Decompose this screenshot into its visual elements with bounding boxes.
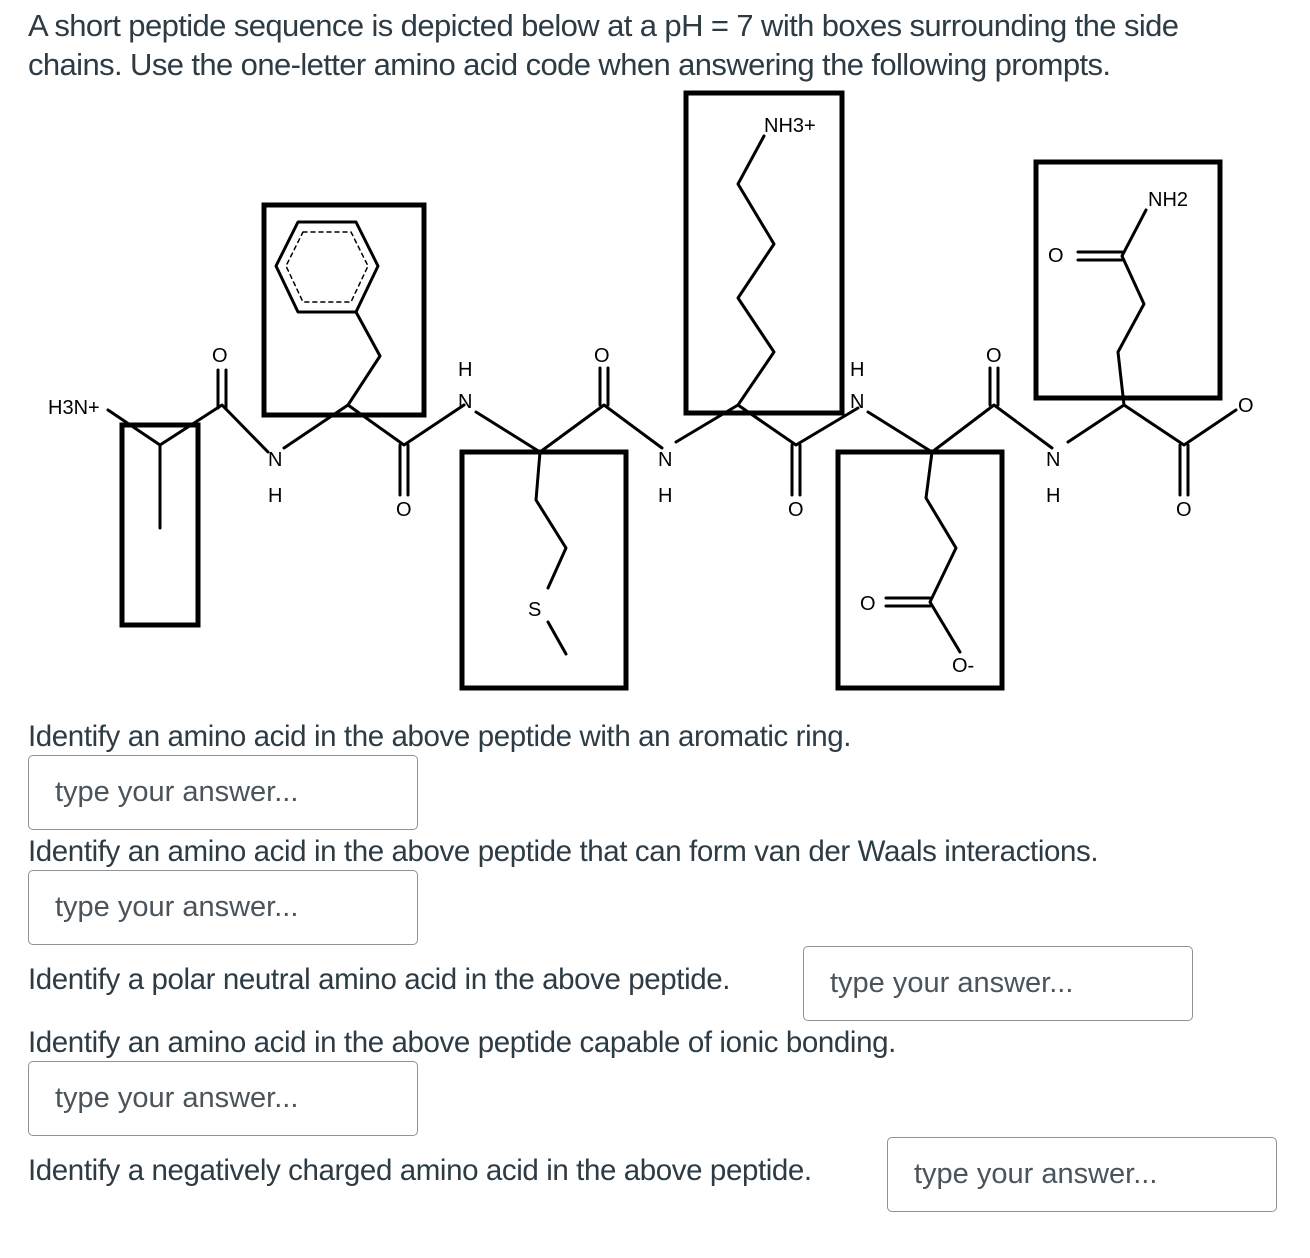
- question-4-answer-input[interactable]: [28, 1061, 418, 1136]
- question-5-prompt: Identify a negatively charged amino acid in the above peptide.: [28, 1154, 812, 1187]
- label-nh3-plus: NH3+: [764, 115, 816, 137]
- question-2-prompt: Identify an amino acid in the above peptide that can form van der Waals interactions.: [28, 835, 1099, 868]
- label-n: N: [1046, 449, 1061, 471]
- question-1-answer-input[interactable]: [28, 755, 418, 830]
- label-h: H: [1046, 485, 1061, 507]
- label-h: H: [850, 359, 865, 381]
- question-3-prompt: Identify a polar neutral amino acid in the above peptide.: [28, 963, 731, 996]
- label-o: O: [788, 499, 804, 521]
- intro-line-1: A short peptide sequence is depicted below at a pH = 7 with boxes surrounding the side: [28, 8, 1179, 43]
- question-4-prompt: Identify an amino acid in the above peptide capable of ionic bonding.: [28, 1026, 896, 1059]
- label-h: H: [268, 485, 283, 507]
- box-phenylalanine: [264, 205, 424, 415]
- label-o: O: [986, 345, 1002, 367]
- label-o-minus: O: [1238, 395, 1254, 417]
- label-n: N: [850, 391, 865, 413]
- label-n: N: [458, 391, 473, 413]
- side-chain-boxes: [122, 93, 1220, 688]
- box-glutamine: [1036, 162, 1220, 398]
- label-o: O: [594, 345, 610, 367]
- label-o: O: [396, 499, 412, 521]
- side-chain-bonds: [276, 136, 1146, 654]
- label-h: H: [658, 485, 673, 507]
- label-o: O: [1048, 245, 1064, 267]
- label-s: S: [528, 599, 542, 621]
- label-nh2: NH2: [1148, 189, 1189, 211]
- peptide-structure-diagram: [0, 85, 1310, 700]
- label-n: N: [658, 449, 673, 471]
- box-aspartate: [838, 452, 1002, 688]
- box-methionine: [462, 452, 626, 688]
- label-o: O: [860, 593, 876, 615]
- label-n-terminus: H3N+: [48, 397, 100, 419]
- label-n: N: [268, 449, 283, 471]
- intro-line-2: chains. Use the one-letter amino acid code when answering the following prompts.: [28, 47, 1111, 82]
- label-h: H: [458, 359, 473, 381]
- label-o-minus: O-: [952, 655, 975, 677]
- question-intro: [28, 6, 1288, 84]
- label-o: O: [1176, 499, 1192, 521]
- question-5-answer-input[interactable]: [887, 1137, 1277, 1212]
- question-1-prompt: Identify an amino acid in the above peptide with an aromatic ring.: [28, 720, 852, 753]
- question-3-answer-input[interactable]: [803, 946, 1193, 1021]
- question-2-answer-input[interactable]: [28, 870, 418, 945]
- label-o: O: [212, 345, 228, 367]
